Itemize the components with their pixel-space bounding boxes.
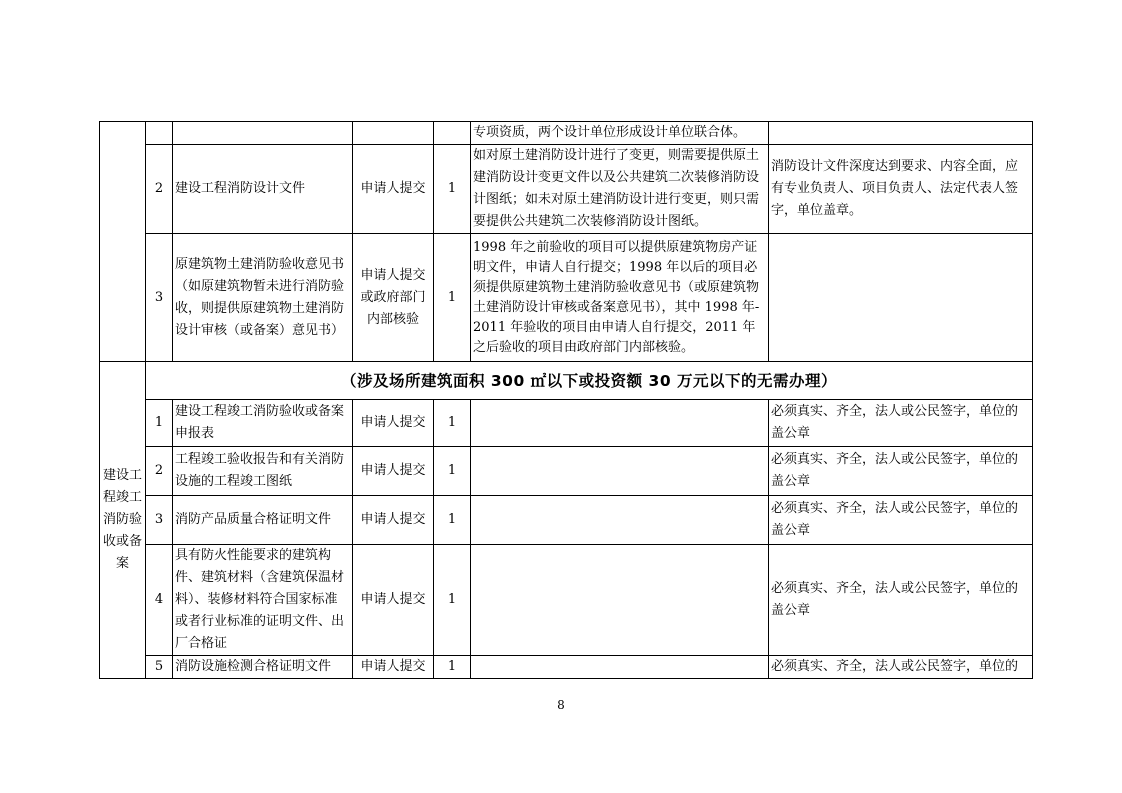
group1-label-cell xyxy=(100,122,146,362)
material-count: 1 xyxy=(434,447,471,496)
material-source: 申请人提交 xyxy=(353,496,434,545)
material-description: 专项资质，两个设计单位形成设计单位联合体。 xyxy=(471,122,769,145)
material-name: 消防产品质量合格证明文件 xyxy=(173,496,353,545)
material-name: 建设工程竣工消防验收或备案申报表 xyxy=(173,400,353,447)
material-source: 申请人提交 xyxy=(353,145,434,234)
row-number: 3 xyxy=(146,496,173,545)
table-row xyxy=(100,447,1033,496)
material-requirement: 必须真实、齐全，法人或公民签字，单位的 xyxy=(769,656,1033,679)
material-description xyxy=(471,656,769,679)
table-row xyxy=(100,400,1033,447)
row-number: 2 xyxy=(146,447,173,496)
material-requirement: 必须真实、齐全，法人或公民签字，单位的盖公章 xyxy=(769,400,1033,447)
row-number: 4 xyxy=(146,545,173,656)
table-row xyxy=(100,545,1033,656)
material-name: 原建筑物土建消防验收意见书（如原建筑物暂未进行消防验收，则提供原建筑物土建消防设计审核（或备案）意见书） xyxy=(173,234,353,362)
material-source: 申请人提交 xyxy=(353,656,434,679)
material-name xyxy=(173,122,353,145)
table-row xyxy=(100,234,1033,362)
material-count: 1 xyxy=(434,145,471,234)
material-requirement xyxy=(769,234,1033,362)
table-row xyxy=(100,496,1033,545)
page-number: 8 xyxy=(557,698,565,712)
material-name: 消防设施检测合格证明文件 xyxy=(173,656,353,679)
row-number: 5 xyxy=(146,656,173,679)
material-requirement: 消防设计文件深度达到要求、内容全面，应有专业负责人、项目负责人、法定代表人签字，单位盖章。 xyxy=(769,145,1033,234)
material-count: 1 xyxy=(434,400,471,447)
material-description xyxy=(471,496,769,545)
materials-table xyxy=(99,121,1033,679)
row-number: 2 xyxy=(146,145,173,234)
material-description xyxy=(471,400,769,447)
table-row xyxy=(100,145,1033,234)
material-requirement xyxy=(769,122,1033,145)
row-number: 3 xyxy=(146,234,173,362)
notice-row xyxy=(100,362,1033,400)
material-count xyxy=(434,122,471,145)
material-requirement: 必须真实、齐全，法人或公民签字，单位的盖公章 xyxy=(769,496,1033,545)
material-requirement: 必须真实、齐全，法人或公民签字，单位的盖公章 xyxy=(769,447,1033,496)
notice-text: （涉及场所建筑面积 300 ㎡以下或投资额 30 万元以下的无需办理） xyxy=(146,362,1033,400)
table-row xyxy=(100,122,1033,145)
row-number xyxy=(146,122,173,145)
material-source: 申请人提交 xyxy=(353,400,434,447)
material-count: 1 xyxy=(434,234,471,362)
table-row xyxy=(100,656,1033,679)
material-description: 如对原土建消防设计进行了变更，则需要提供原土建消防设计变更文件以及公共建筑二次装修消防设计图纸；如未对原土建消防设计进行变更，则只需要提供公共建筑二次装修消防设计图纸。 xyxy=(471,145,769,234)
material-count: 1 xyxy=(434,496,471,545)
material-source: 申请人提交 xyxy=(353,447,434,496)
material-requirement: 必须真实、齐全，法人或公民签字，单位的盖公章 xyxy=(769,545,1033,656)
material-description: 1998 年之前验收的项目可以提供原建筑物房产证明文件，申请人自行提交；1998 年以后的项目必须提供原建筑物土建消防验收意见书（或原建筑物土建消防设计审核或备案意见书），其中 1998 年-2011 年验收的项目由申请人自行提交，2011 年之后验收的项目由政府部门内部核验。 xyxy=(471,234,769,362)
material-name: 工程竣工验收报告和有关消防设施的工程竣工图纸 xyxy=(173,447,353,496)
material-description xyxy=(471,447,769,496)
group2-label: 建设工程竣工消防验收或备案 xyxy=(100,362,146,679)
material-description xyxy=(471,545,769,656)
material-count: 1 xyxy=(434,545,471,656)
material-source: 申请人提交 xyxy=(353,545,434,656)
material-name: 建设工程消防设计文件 xyxy=(173,145,353,234)
material-source: 申请人提交或政府部门内部核验 xyxy=(353,234,434,362)
row-number: 1 xyxy=(146,400,173,447)
material-source xyxy=(353,122,434,145)
material-count: 1 xyxy=(434,656,471,679)
material-name: 具有防火性能要求的建筑构件、建筑材料（含建筑保温材料）、装修材料符合国家标准或者行业标准的证明文件、出厂合格证 xyxy=(173,545,353,656)
